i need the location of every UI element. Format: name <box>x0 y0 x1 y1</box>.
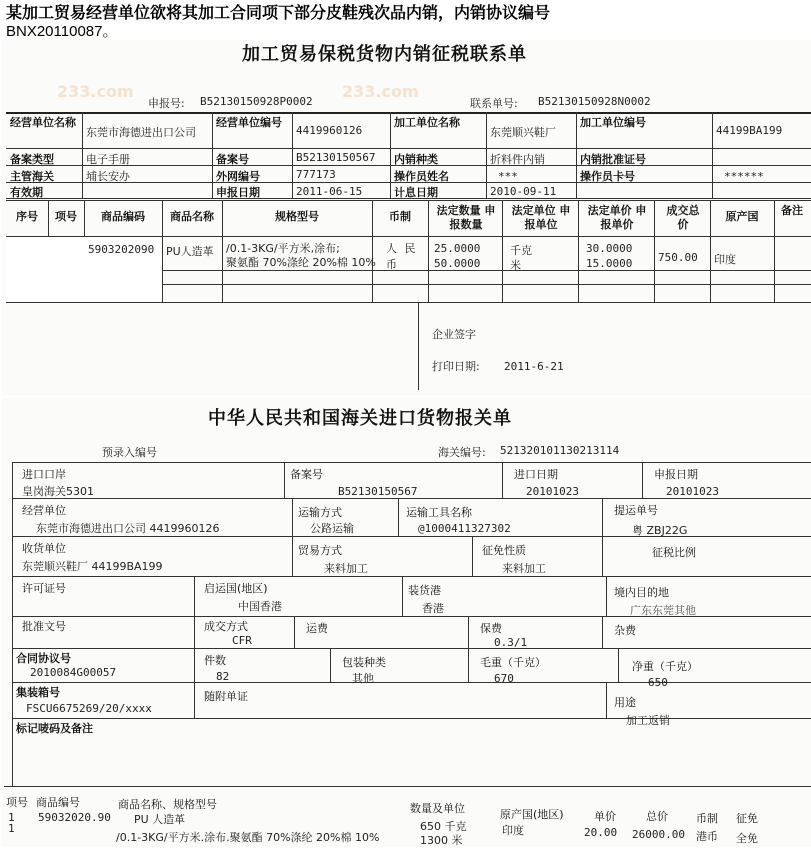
proc-code: 44199BA199 <box>716 124 783 137</box>
customs: 埔长安办 <box>86 170 130 183</box>
goods-code: 5903202090 <box>88 243 155 256</box>
customs-declaration-form <box>2 398 811 847</box>
gross: 670 <box>494 672 514 685</box>
col-header: 法定单位 申报单位 <box>511 204 571 231</box>
item-name: PU 人造革 <box>134 813 186 826</box>
col-header: 商品编码 <box>101 210 145 223</box>
col-header: 商品名称 <box>170 210 214 223</box>
biz-unit: 东莞市海德进出口公司 <box>86 126 196 139</box>
record-label: 备案号 <box>290 468 323 481</box>
record-no: B52130150567 <box>338 485 418 498</box>
contact-no: B52130150928N0002 <box>538 95 651 108</box>
biz-unit-label: 经营单位名称 <box>10 116 76 129</box>
goods-origin: 印度 <box>714 253 736 266</box>
item-code: 59032020.90 <box>38 811 111 824</box>
origin-country: 中国香港 <box>238 600 282 613</box>
items-header: 单价 <box>594 810 616 823</box>
decl-no: B52130150928P0002 <box>200 95 313 108</box>
item-no: 1 <box>8 811 15 824</box>
origin-country-label: 启运国(地区) <box>204 582 268 595</box>
operator-label: 操作员姓名 <box>394 170 449 183</box>
biz-code-label: 经营单位编号 <box>216 116 282 129</box>
goods-spec-line-2: 聚氨酯 70%涤纶 20%棉 10% <box>226 256 376 269</box>
items-header: 商品名称、规格型号 <box>118 798 217 811</box>
card-label: 操作员卡号 <box>580 170 635 183</box>
vehicle-label: 运输工具名称 <box>406 506 472 519</box>
watermark: 233.com <box>57 82 134 101</box>
items-header: 商品编号 <box>36 796 80 809</box>
items-header: 原产国(地区) <box>500 808 564 821</box>
load-port-label: 装货港 <box>408 584 441 597</box>
net: 650 <box>648 676 668 689</box>
items-header: 征免 <box>736 812 758 825</box>
goods-qty-declared: 50.0000 <box>434 257 481 270</box>
decl-date-label: 申报日期 <box>216 186 260 199</box>
import-date-label: 进口日期 <box>514 468 558 481</box>
goods-spec-line-1: /0.1-3KG/平方米,涂布; <box>226 242 340 255</box>
record-no-label: 备案号 <box>216 153 249 166</box>
item-levy: 全免 <box>736 832 758 845</box>
gross-label: 毛重（千克） <box>480 656 546 669</box>
card: ****** <box>724 170 764 183</box>
items-header: 币制 <box>696 812 718 825</box>
goods-unit-legal: 千克 <box>510 244 532 257</box>
item-qty-m: 1300 米 <box>420 834 463 847</box>
item-origin: 印度 <box>502 824 524 837</box>
pieces-label: 件数 <box>204 654 226 667</box>
approve-label: 内销批准证号 <box>580 153 646 166</box>
int-date: 2010-09-11 <box>490 185 557 198</box>
col-header: 法定单价 申报单价 <box>587 204 647 231</box>
use: 加工返销 <box>626 714 670 727</box>
load-port: 香港 <box>422 602 444 615</box>
items-header: 总价 <box>646 810 668 823</box>
levy: 来料加工 <box>502 562 546 575</box>
net-label: 净重（千克） <box>632 660 698 673</box>
watermark: 233.com <box>342 82 419 101</box>
goods-qty-legal: 25.0000 <box>434 242 481 255</box>
dest-label: 境内目的地 <box>614 586 669 599</box>
decl-no-label: 申报号: <box>148 97 185 110</box>
col-header: 币制 <box>389 210 411 223</box>
caption-line-1: 某加工贸易经营单位欲将其加工合同项下部分皮鞋残次品内销，内销协议编号 <box>6 3 551 22</box>
contract-label: 合同协议号 <box>16 652 71 665</box>
dest: 广东东莞其他 <box>630 604 696 617</box>
trade-label: 贸易方式 <box>298 544 342 557</box>
freight-label: 运费 <box>306 622 328 635</box>
consignee-label: 收货单位 <box>22 542 66 555</box>
ratio-label: 征税比例 <box>652 546 696 559</box>
goods-price-legal: 30.0000 <box>586 242 633 255</box>
decl-date: 2011-06-15 <box>296 185 363 198</box>
goods-unit-declared: 米 <box>510 259 521 272</box>
question-caption <box>6 3 606 41</box>
customs-no-label: 海关编号: <box>438 446 486 459</box>
ext-no-label: 外网编号 <box>216 170 260 183</box>
insurance-label: 保费 <box>480 622 502 635</box>
use-label: 用途 <box>614 696 636 709</box>
goods-name: PU人造革 <box>166 245 214 258</box>
license-label: 许可证号 <box>22 582 66 595</box>
levy-label: 征免性质 <box>482 544 526 557</box>
print-date: 2011-6-21 <box>504 360 564 373</box>
tax-contact-form <box>2 40 811 395</box>
biz-label: 经营单位 <box>22 504 66 517</box>
goods-currency-line-1: 人 民 <box>386 242 418 255</box>
proc-code-label: 加工单位编号 <box>580 116 646 129</box>
marks-label: 标记唛码及备注 <box>16 722 93 735</box>
insurance: 0.3/1 <box>494 636 528 649</box>
record-type-label: 备案类型 <box>10 153 54 166</box>
sign-label: 企业签字 <box>432 328 476 341</box>
sale-type-label: 内销种类 <box>394 153 438 166</box>
contract: 2010084G00057 <box>30 666 117 679</box>
col-header: 原产国 <box>725 210 759 223</box>
pre-entry-label: 预录入编号 <box>102 446 157 459</box>
item-currency: 港币 <box>696 830 718 843</box>
pack-label: 包装种类 <box>342 656 386 669</box>
form2-title: 中华人民共和国海关进口货物报关单 <box>208 408 512 429</box>
ext-no: 777173 <box>296 168 336 181</box>
int-date-label: 计息日期 <box>394 186 438 199</box>
proc-unit-label: 加工单位名称 <box>394 116 460 129</box>
declare-date-label: 申报日期 <box>654 468 698 481</box>
bill-label: 提运单号 <box>614 504 658 517</box>
col-header: 规格型号 <box>275 210 319 223</box>
form1-title: 加工贸易保税货物内销征税联系单 <box>242 44 527 65</box>
deal: CFR <box>232 634 252 647</box>
customs-no: 521320101130213114 <box>500 444 620 457</box>
caption-line-2: BNX20110087。 <box>6 23 118 40</box>
col-header: 成交总价 <box>666 204 700 231</box>
import-port: 皇岗海关5301 <box>22 485 94 498</box>
pieces: 82 <box>216 670 230 683</box>
docs-label: 随附单证 <box>204 690 248 703</box>
print-date-label: 打印日期: <box>432 360 480 373</box>
goods-currency-line-2: 币 <box>386 258 397 271</box>
approval-label: 批准文号 <box>22 620 66 633</box>
goods-total: 750.00 <box>658 251 698 264</box>
valid-label: 有效期 <box>10 186 43 199</box>
misc-label: 杂费 <box>614 624 636 637</box>
pack: 其他 <box>352 672 374 685</box>
declare-date: 20101023 <box>666 485 719 498</box>
items-header: 项号 <box>6 796 28 809</box>
item-no-2: 1 <box>8 822 15 835</box>
deal-label: 成交方式 <box>204 620 248 633</box>
record-no: B52130150567 <box>296 151 376 164</box>
bill: 粤 ZBJ22G <box>632 524 688 537</box>
customs-label: 主管海关 <box>10 170 54 183</box>
trade: 来料加工 <box>324 562 368 575</box>
biz-code: 4419960126 <box>296 124 363 137</box>
items-header: 数量及单位 <box>410 802 465 815</box>
contact-no-label: 联系单号: <box>470 97 518 110</box>
record-type: 电子手册 <box>86 153 130 166</box>
goods-price-declared: 15.0000 <box>586 257 633 270</box>
col-header: 法定数量 申报数量 <box>436 204 496 231</box>
operator: *** <box>498 170 518 183</box>
container: FSCU6675269/20/xxxx <box>26 702 152 715</box>
container-label: 集装箱号 <box>16 686 60 699</box>
proc-unit: 东莞顺兴鞋厂 <box>490 126 556 139</box>
sale-type: 折料件内销 <box>490 153 545 166</box>
vehicle: @1000411327302 <box>418 522 511 535</box>
col-header: 项号 <box>55 210 77 223</box>
import-port-label: 进口口岸 <box>22 468 66 481</box>
import-date: 20101023 <box>526 485 579 498</box>
item-total: 26000.00 <box>632 828 685 841</box>
item-price: 20.00 <box>584 826 618 839</box>
biz-value: 东莞市海德进出口公司 4419960126 <box>36 522 220 535</box>
item-qty-kg: 650 千克 <box>420 820 467 833</box>
col-header: 序号 <box>16 210 38 223</box>
consignee: 东莞顺兴鞋厂 44199BA199 <box>22 560 163 573</box>
item-spec: /0.1-3KG/平方米.涂布.聚氨酯 70%涤纶 20%棉 10% <box>116 831 380 844</box>
transport-label: 运输方式 <box>298 506 342 519</box>
col-header: 备注 <box>781 204 803 217</box>
transport: 公路运输 <box>310 522 354 535</box>
